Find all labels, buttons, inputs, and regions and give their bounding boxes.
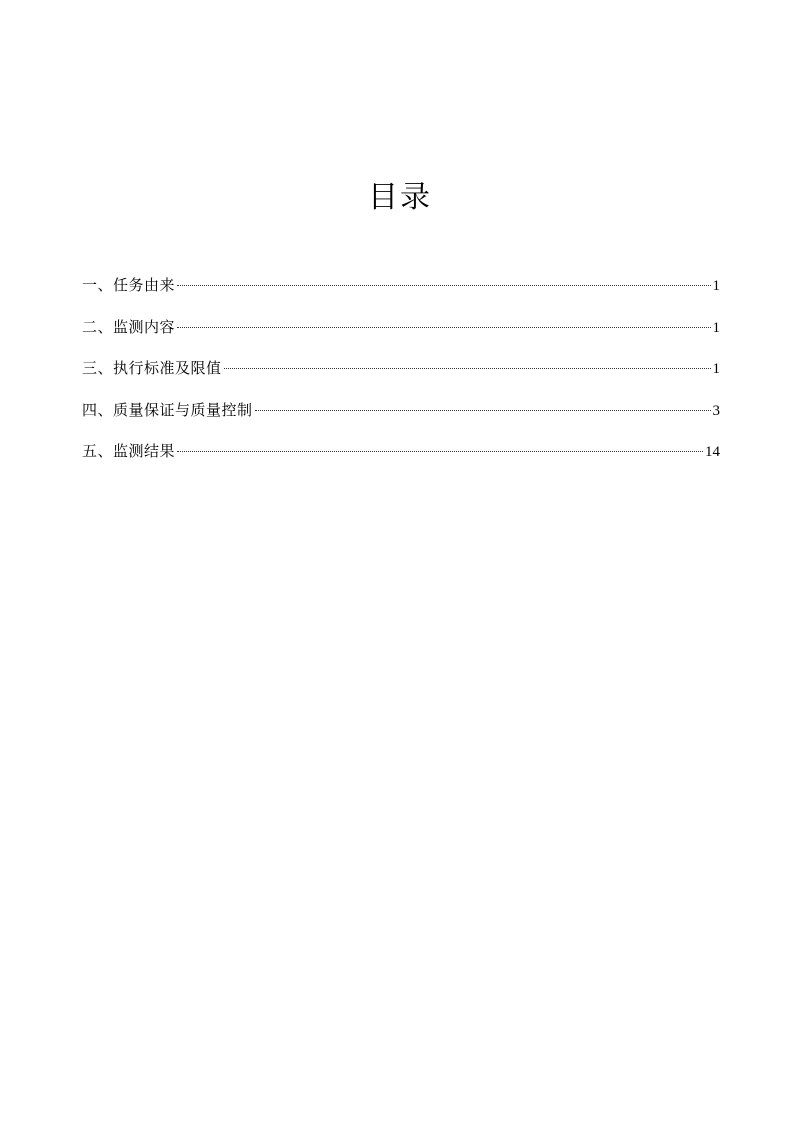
toc-dot-leader [177, 327, 710, 328]
toc-entry-label: 三、执行标准及限值 [82, 359, 222, 377]
toc-entry-page: 3 [712, 402, 720, 419]
toc-dot-leader [177, 451, 703, 452]
toc-entry-page: 14 [705, 444, 720, 460]
toc-dot-leader [224, 368, 711, 369]
toc-entry-label: 四、质量保证与质量控制 [82, 400, 253, 419]
toc-entry[interactable] [82, 396, 720, 438]
toc-list [82, 271, 720, 479]
toc-dot-leader [177, 285, 710, 286]
toc-entry[interactable] [82, 313, 720, 355]
toc-title: 目录 [368, 180, 432, 215]
toc-entry-label: 五、监测结果 [82, 442, 176, 460]
toc-entry[interactable] [82, 271, 720, 313]
toc-entry-label: 二、监测内容 [82, 317, 176, 336]
toc-dot-leader [255, 410, 711, 411]
toc-entry-label: 一、任务由来 [82, 276, 176, 294]
toc-entry-page: 1 [712, 278, 720, 294]
toc-entry-page: 1 [712, 319, 720, 336]
toc-entry-page: 1 [712, 361, 720, 377]
toc-entry[interactable] [82, 354, 720, 396]
toc-entry[interactable] [82, 437, 720, 479]
